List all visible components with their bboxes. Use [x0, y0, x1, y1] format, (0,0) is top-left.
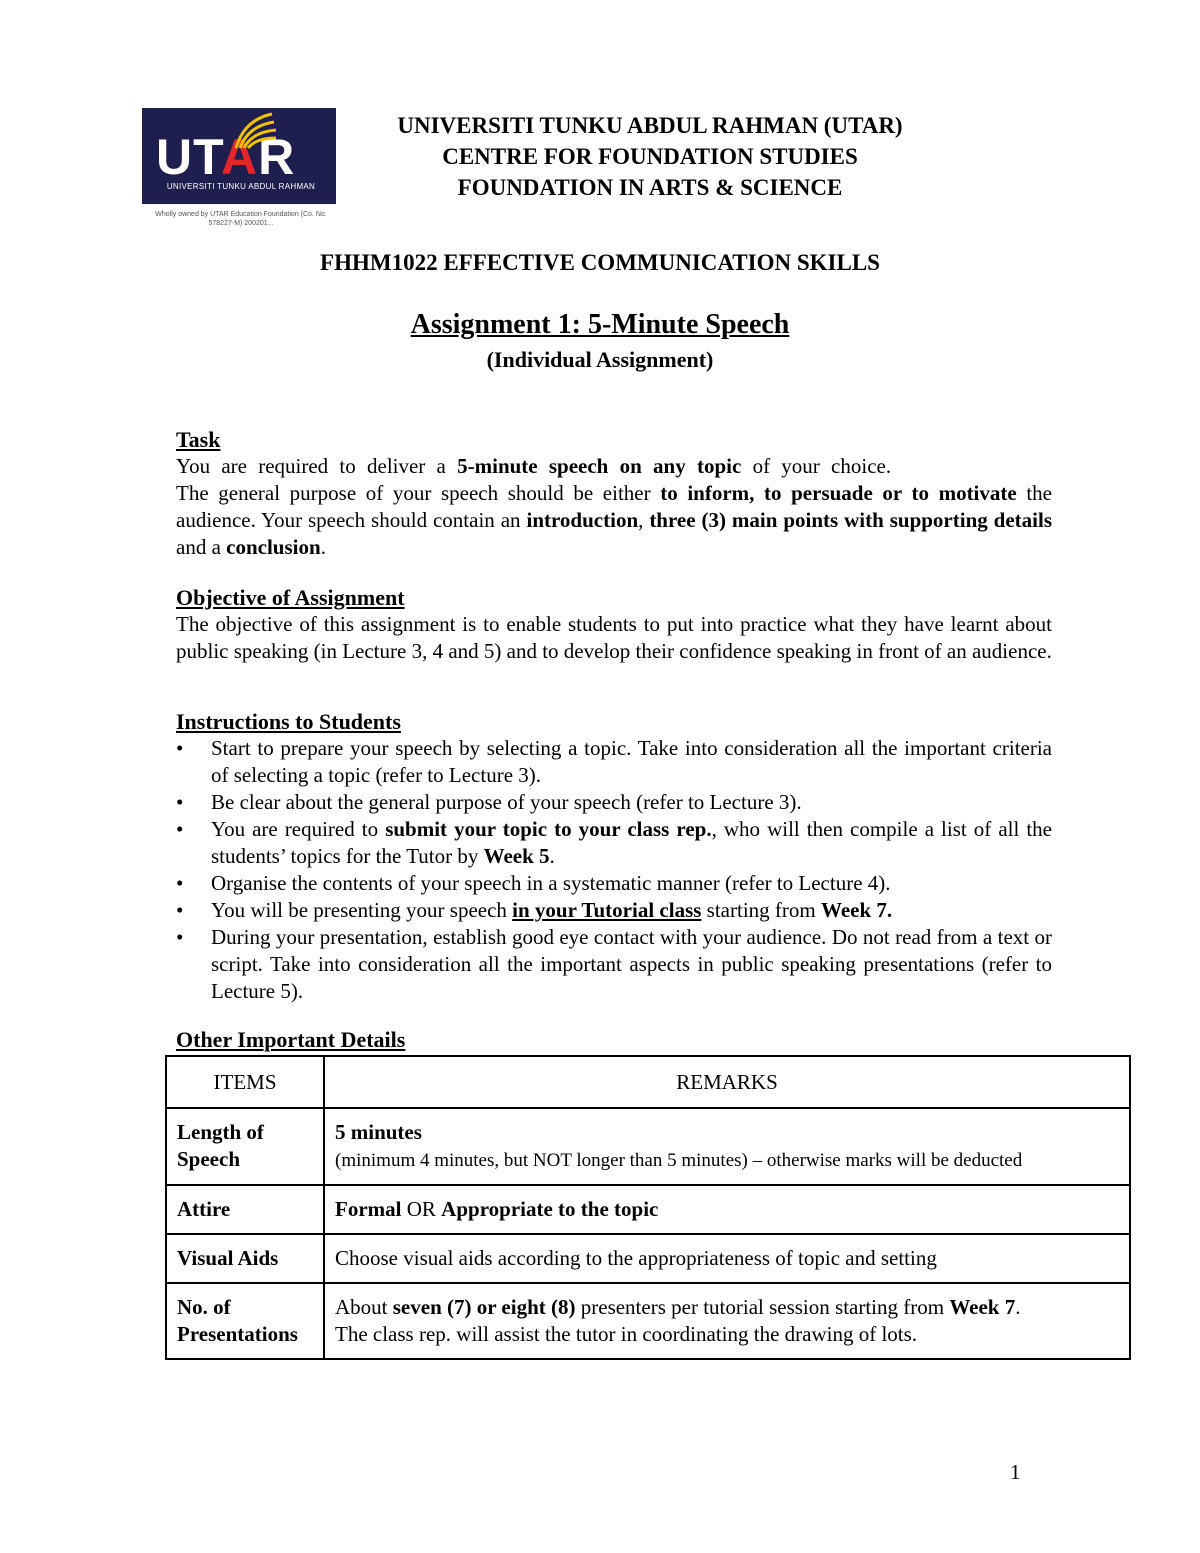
remark-cell: About seven (7) or eight (8) presenters per tutorial session starting from Week 7. The class rep. will assist the tutor in coordinating the drawing of lots. [324, 1283, 1130, 1359]
item-cell: Attire [166, 1185, 324, 1234]
task-paragraph: You are required to deliver a 5-minute speech on any topic of your choice. [176, 454, 892, 478]
task-heading: Task [176, 427, 221, 452]
logo-ownership-note: Wholly owned by UTAR Education Foundation (Co. No. 578227-M) 200201... [155, 211, 327, 227]
remark-cell: Choose visual aids according to the appropriateness of topic and setting [324, 1234, 1130, 1283]
item-cell: Visual Aids [166, 1234, 324, 1283]
instructions-list [176, 735, 1052, 1005]
item-cell: No. of Presentations [166, 1283, 324, 1359]
details-table [165, 1055, 1131, 1360]
remark-cell: 5 minutes (minimum 4 minutes, but NOT longer than 5 minutes) – otherwise marks will be deducted [324, 1108, 1130, 1185]
instructions-heading: Instructions to Students [176, 709, 401, 734]
programme-name: FOUNDATION IN ARTS & SCIENCE [457, 175, 843, 200]
university-header [300, 110, 1000, 203]
logo-subtitle: UNIVERSITI TUNKU ABDUL RAHMAN [166, 182, 316, 191]
instructions-section [176, 708, 1052, 1005]
assignment-title: Assignment 1: 5-Minute Speech [410, 309, 790, 340]
course-title: FHHM1022 EFFECTIVE COMMUNICATION SKILLS [320, 250, 880, 275]
task-paragraph-2: The general purpose of your speech should be either to inform, to persuade or to motivate the audience. Your speech should contain an introduction, three (3) main points with supporting details and a conclusion. [176, 481, 1053, 559]
remark-cell: Formal OR Appropriate to the topic [324, 1185, 1130, 1234]
objective-section [176, 584, 1052, 665]
column-header-remarks: REMARKS [324, 1056, 1130, 1108]
item-cell: Length of Speech [166, 1108, 324, 1185]
list-item: • Be clear about the general purpose of your speech (refer to Lecture 3). [176, 789, 1052, 816]
centre-name: CENTRE FOR FOUNDATION STUDIES [442, 144, 858, 169]
table-row [166, 1283, 1130, 1359]
column-header-items: ITEMS [166, 1056, 324, 1108]
logo-wordmark: UTAR [156, 129, 296, 185]
table-row [166, 1234, 1130, 1283]
list-item: • Organise the contents of your speech in a systematic manner (refer to Lecture 4). [176, 870, 1052, 897]
list-item: • During your presentation, establish good eye contact with your audience. Do not read from a text or script. Take into consideration all the important aspects in public speaking presentations (refer to Lecture 5). [176, 924, 1052, 1005]
objective-text: The objective of this assignment is to enable students to put into practice what they have learnt about public speaking (in Lecture 3, 4 and 5) and to develop their confidence speaking in front of an audience. [176, 612, 1052, 663]
assignment-subtitle: (Individual Assignment) [486, 347, 714, 372]
objective-heading: Objective of Assignment [176, 585, 405, 610]
task-section [176, 426, 1052, 561]
other-details-heading: Other Important Details [176, 1027, 406, 1052]
sun-rays-icon [228, 110, 278, 150]
table-header-row [166, 1056, 1130, 1108]
university-name: UNIVERSITI TUNKU ABDUL RAHMAN (UTAR) [397, 113, 903, 138]
list-item: • Start to prepare your speech by selecting a topic. Take into consideration all the important criteria of selecting a topic (refer to Lecture 3). [176, 735, 1052, 789]
list-item: • You are required to submit your topic to your class rep., who will then compile a list of all the students’ topics for the Tutor by Week 5. [176, 816, 1052, 870]
table-row [166, 1185, 1130, 1234]
page-number: 1 [1010, 1460, 1021, 1484]
list-item: • You will be presenting your speech in your Tutorial class starting from Week 7. [176, 897, 1052, 924]
table-row [166, 1108, 1130, 1185]
